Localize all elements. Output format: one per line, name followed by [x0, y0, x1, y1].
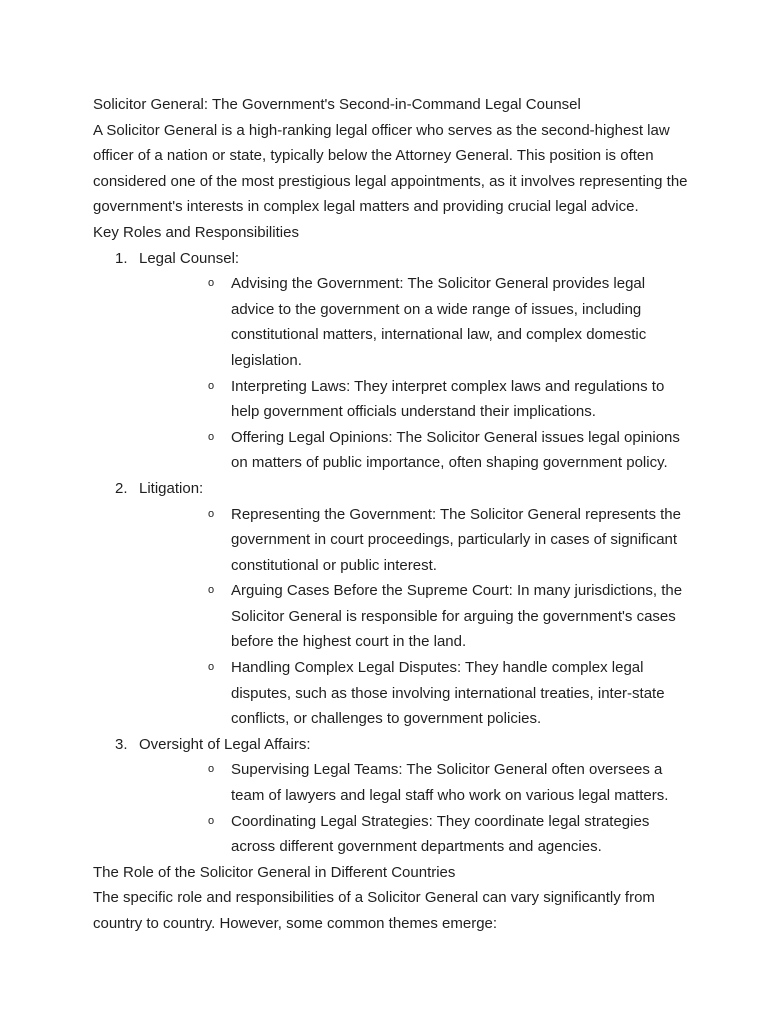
bullet-text: Interpreting Laws: They interpret complex laws and regulations to help government officials understand their implications. — [231, 377, 665, 421]
bullet-icon: o — [208, 814, 215, 827]
key-roles-heading: Key Roles and Responsibilities — [93, 223, 299, 241]
bullet-list — [139, 757, 693, 859]
bullet-icon: o — [208, 430, 215, 443]
section-title: Litigation: — [139, 479, 204, 497]
section-number: 2. — [115, 479, 128, 497]
countries-paragraph: The specific role and responsibilities of a Solicitor General can vary significantly from country to country. However, some common themes emerge: — [93, 889, 655, 932]
list-item — [139, 425, 693, 476]
bullet-icon: o — [208, 584, 215, 597]
bullet-text: Advising the Government: The Solicitor General provides legal advice to the government on a wide range of issues, including constitutional matters, international law, and complex domestic legislation. — [231, 275, 647, 369]
bullet-icon: o — [208, 379, 215, 392]
list-item — [139, 578, 693, 655]
countries-heading: The Role of the Solicitor General in Different Countries — [93, 863, 456, 881]
list-item — [139, 757, 693, 808]
list-item — [139, 809, 693, 860]
section-title: Oversight of Legal Affairs: — [139, 735, 311, 753]
bullet-text: Arguing Cases Before the Supreme Court: In many jurisdictions, the Solicitor General is responsible for arguing the government's cases before the highest court in the land. — [231, 582, 683, 651]
document-page — [93, 92, 693, 937]
bullet-text: Handling Complex Legal Disputes: They handle complex legal disputes, such as those involving international treaties, inter-state conflicts, or challenges to government policies. — [231, 659, 665, 728]
bullet-icon: o — [208, 661, 215, 674]
intro-paragraph: A Solicitor General is a high-ranking legal officer who serves as the second-highest law officer of a nation or state, typically below the Attorney General. This position is often considered one of the most prestigious legal appointments, as it involves representing the government's interests in complex legal matters and providing crucial legal advice. — [93, 121, 688, 216]
bullet-text: Representing the Government: The Solicitor General represents the government in court proceedings, particularly in cases of significant constitutional or public interest. — [231, 505, 681, 574]
bullet-icon: o — [208, 763, 215, 776]
bullet-list — [139, 271, 693, 476]
bullet-icon: o — [208, 507, 215, 520]
list-item — [139, 271, 693, 373]
section-number: 3. — [115, 735, 128, 753]
section-litigation — [93, 476, 693, 732]
section-number: 1. — [115, 249, 128, 267]
list-item — [139, 655, 693, 732]
section-oversight — [93, 732, 693, 860]
list-item — [139, 502, 693, 579]
bullet-icon: o — [208, 277, 215, 290]
document-title: Solicitor General: The Government's Second-in-Command Legal Counsel — [93, 96, 581, 113]
responsibilities-list — [93, 246, 693, 860]
bullet-text: Supervising Legal Teams: The Solicitor General often oversees a team of lawyers and legal staff who work on various legal matters. — [231, 761, 669, 805]
bullet-text: Offering Legal Opinions: The Solicitor General issues legal opinions on matters of public importance, often shaping government policy. — [231, 428, 680, 472]
bullet-list — [139, 502, 693, 732]
list-item — [139, 374, 693, 425]
bullet-text: Coordinating Legal Strategies: They coordinate legal strategies across different government departments and agencies. — [231, 812, 650, 856]
section-legal-counsel — [93, 246, 693, 476]
section-title: Legal Counsel: — [139, 249, 240, 267]
